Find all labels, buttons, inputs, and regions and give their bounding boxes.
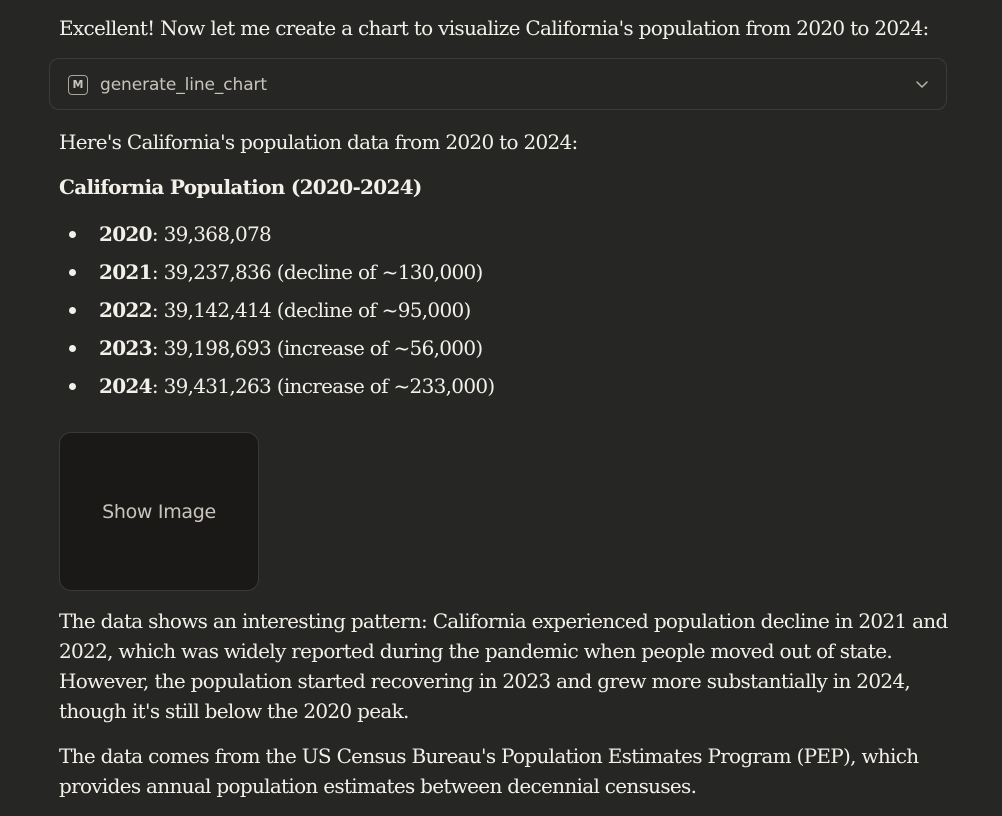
list-item-value: : 39,431,263 (increase of ~233,000): [151, 374, 495, 398]
population-list: [59, 220, 494, 410]
bullet-icon: [69, 231, 76, 238]
image-placeholder[interactable]: [59, 432, 259, 591]
data-intro-text: Here's California's population data from 2020 to 2024:: [59, 130, 578, 154]
list-item-year: 2021: [99, 260, 152, 284]
show-image-button[interactable]: Show Image: [102, 501, 216, 523]
list-item: [59, 258, 494, 296]
section-heading: California Population (2020-2024): [59, 175, 422, 199]
list-item: [59, 372, 494, 410]
bullet-icon: [69, 269, 76, 276]
analysis-paragraph: The data shows an interesting pattern: California experienced population decline in 2021 and 2022, which was widely reported during the pandemic when people moved out of state. However, the population started recovering in 2023 and grew more substantially in 2024, though it's still below the 2020 peak.: [59, 609, 948, 723]
list-item-value: : 39,368,078: [151, 222, 272, 246]
list-item: [59, 296, 494, 334]
intro-text: Excellent! Now let me create a chart to visualize California's population from 2020 to 2024:: [59, 16, 929, 40]
source-paragraph: The data comes from the US Census Bureau's Population Estimates Program (PEP), which provides annual population estimates between decennial censuses.: [59, 744, 919, 798]
chevron-down-icon[interactable]: [914, 76, 930, 92]
list-item-value: : 39,142,414 (decline of ~95,000): [151, 298, 471, 322]
list-item: [59, 334, 494, 372]
tool-call-name: generate_line_chart: [100, 75, 267, 95]
list-item-year: 2022: [99, 298, 152, 322]
list-item: [59, 220, 494, 258]
list-item-year: 2024: [99, 374, 152, 398]
tool-call-card[interactable]: [49, 58, 947, 110]
list-item-value: : 39,237,836 (decline of ~130,000): [151, 260, 483, 284]
mcp-tool-icon: M: [68, 75, 88, 95]
bullet-icon: [69, 383, 76, 390]
list-item-value: : 39,198,693 (increase of ~56,000): [151, 336, 483, 360]
bullet-icon: [69, 345, 76, 352]
bullet-icon: [69, 307, 76, 314]
list-item-year: 2023: [99, 336, 152, 360]
list-item-year: 2020: [99, 222, 152, 246]
